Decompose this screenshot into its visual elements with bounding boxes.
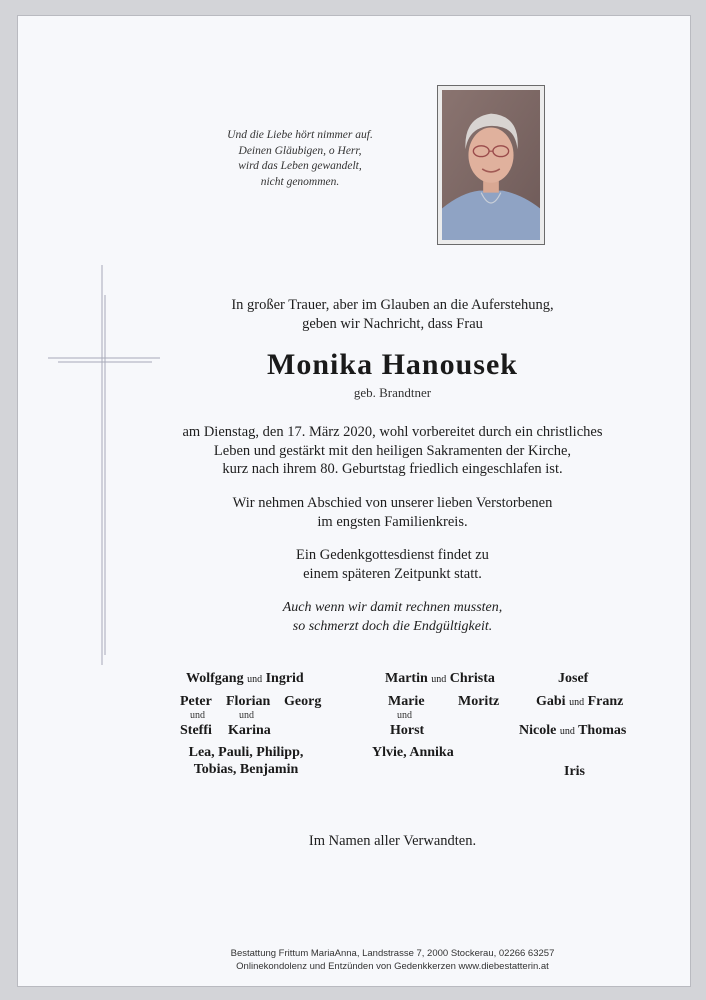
und-word: und [569,697,585,708]
family-name: Martin [385,671,428,686]
family-name: Gabi [536,694,566,709]
family-name: Marie [388,694,425,709]
und-word: und [239,710,254,721]
paragraph-line: Ein Gedenkgottesdienst findet zu [296,547,489,563]
maiden-name: geb. Brandtner [353,385,432,400]
paragraph-line: kurz nach ihrem 80. Geburtstag friedlich eingeschlafen ist. [222,461,563,477]
family-name: Tobias, Benjamin [193,762,299,777]
family-name: Christa [449,671,495,686]
farewell-paragraph [140,494,645,531]
family-couple [519,722,626,740]
poem-line: Deinen Gläubigen, o Herr, [238,144,362,157]
intro-text [140,296,645,333]
und-word: und [397,710,412,721]
paragraph-line: einem späteren Zeitpunkt statt. [303,565,482,582]
paragraph-line: Leben und gestärkt mit den heiligen Sakramenten der Kirche, [213,442,572,459]
grandchildren-group [180,744,312,778]
family-name: Franz [587,694,624,709]
family-name: Nicole [519,723,557,738]
family-name: Thomas [578,723,627,738]
paragraph-line: Wir nehmen Abschied von unserer lieben Verstorbenen [232,495,553,511]
closing-text: Im Namen aller Verwandten. [308,833,477,849]
family-name: Iris [564,764,585,779]
portrait-photo [437,85,545,245]
family-name: Steffi [180,723,212,738]
family-name: Josef [558,671,589,686]
family-name: Ingrid [265,671,304,686]
family-name: Lea, Pauli, Philipp, [188,745,304,760]
poem-line: Und die Liebe hört nimmer auf. [227,129,373,141]
paragraph-line: so schmerzt doch die Endgültigkeit. [292,618,493,634]
portrait-photo-icon [442,90,540,240]
family-name: Horst [390,723,425,738]
family-name: Peter [180,694,212,709]
footer-line: Onlinekondolenz und Entzünden von Gedenkkerzen www.diebestatterin.at [236,960,549,972]
footer [140,948,645,973]
poem-line: nicht genommen. [260,175,340,188]
family-name: Ylvie, Annika [372,745,454,760]
death-paragraph [140,423,645,479]
family-name: Moritz [458,694,500,709]
poem [180,128,420,190]
family-name: Georg [284,694,322,709]
family-couple [186,670,304,688]
und-word: und [190,710,205,721]
deceased-name: Monika Hanousek [267,348,518,381]
und-word: und [559,726,575,737]
paragraph-line: Auch wenn wir damit rechnen mussten, [282,600,503,615]
family-name: Florian [226,694,271,709]
family-name: Wolfgang [186,671,244,686]
poem-line: wird das Leben gewandelt, [238,160,362,172]
und-word: und [247,674,263,685]
service-paragraph [140,546,645,583]
family-couple [385,670,495,688]
footer-line: Bestattung Frittum MariaAnna, Landstrasse 7, 2000 Stockerau, 02266 63257 [230,948,555,959]
und-word: und [431,674,447,685]
intro-line: geben wir Nachricht, dass Frau [302,315,483,332]
paragraph-line: im engsten Familienkreis. [317,513,468,530]
family-couple [536,693,623,711]
paragraph-line: am Dienstag, den 17. März 2020, wohl vorbereitet durch ein christliches [182,424,603,440]
intro-line: In großer Trauer, aber im Glauben an die Auferstehung, [231,297,554,313]
quote-paragraph [140,599,645,636]
family-name: Karina [228,723,271,738]
